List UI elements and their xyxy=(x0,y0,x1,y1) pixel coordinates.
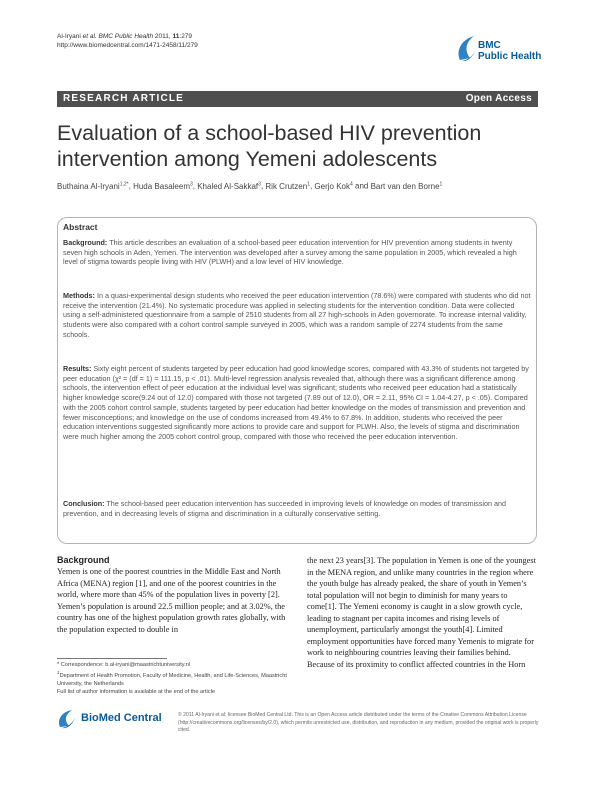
article-type-banner xyxy=(57,91,538,107)
author: Bart van den Borne$^1$ xyxy=(370,181,443,191)
author: Buthaina Al-Iryani$^{1,2*}$ xyxy=(57,181,129,191)
abstract-conclusion: Conclusion: The school-based peer education intervention has succeeded in improving levels of knowledge on modes of transmission and prevention, and in decreasing levels of stigma and discrimination in a culturally conservative setting. xyxy=(63,499,506,518)
author: Huda Basaleem$^3$ xyxy=(133,181,193,191)
abstract-label: Results: xyxy=(63,364,92,373)
affiliation-note: $^1$Department of Health Promotion, Faculty of Medicine, Health, and Life-Sciences, Maastricht University, the Netherlands xyxy=(57,670,287,687)
body-paragraph: Yemen is one of the poorest countries in the Middle East and North Africa (MENA) region [1], and one of the poorest countries in the world, where more than 45% of the population lives in poverty [2]. Yemen’s population is around 22.5 million people; and at 3.02%, the country has one of the highest population growth rates globally, with the population expected to double in xyxy=(57,567,286,634)
citation-etal: et al. xyxy=(82,33,97,40)
open-access-label: Open Access xyxy=(465,93,532,104)
abstract-methods: Methods: In a quasi-experimental design students who received the peer education intervention (78.6%) were compared with students who did not receive the intervention (21.4%). No systematic procedure was applied in selecting students for the intervention condition. Data were collected using a self-administered questionnaire from a sample of 2510 students from all 27 high-schools in Aden governorate. To increase internal validity, students were also compared with a cohort control sample surveyed in 2005, which was a random sample of 2274 students from the same schools. xyxy=(63,291,531,339)
author: Khaled Al-Sakkaf$^3$ xyxy=(197,181,261,191)
citation-journal: BMC Public Health xyxy=(96,33,154,40)
author: Rik Crutzen$^1$ xyxy=(265,181,310,191)
author-info-note: Full list of author information is available at the end of the article xyxy=(57,688,215,695)
body-paragraph: the next 23 years[3]. The population in Yemen is one of the youngest in the MENA region, and unlike many countries in the region where the youth bulge has already peaked, the share of youth in Yemen’s total population will not begin to diminish for many years to come[1]. The Yemeni economy is caught in a slow growth cycle, leading to stagnant per capita incomes and rising levels of unemployment, particularly amongst the youth[4]. Limited employment opportunities have forced many Yemenis to migrate for work to neighbouring countries leaving their families behind. Because of its proximity to conflict affected countries in the Horn xyxy=(307,556,536,669)
license-text: © 2011 Al-Iryani et al; licensee BioMed Central Ltd. This is an Open Access article distributed under the terms of the Creative Commons Attribution License (http://creativecommons.org/licenses/by/2.0), which permits unrestricted use, distribution, and reproduction in any medium, provided the original work is properly cited. xyxy=(178,712,539,733)
footnotes xyxy=(57,661,287,696)
logo-line-bmc: BMC xyxy=(478,40,501,51)
journal-logo[interactable] xyxy=(456,34,546,66)
publisher-logo-text: BioMed Central xyxy=(81,712,162,724)
citation-page: :279 xyxy=(179,33,193,40)
article-title: Evaluation of a school-based HIV prevention intervention among Yemeni adolescents xyxy=(57,121,482,171)
logo-line-journal: Public Health xyxy=(478,51,542,62)
biomed-swirl-icon xyxy=(57,708,79,730)
citation-year: 2011, xyxy=(153,33,173,40)
citation-volume: 11 xyxy=(172,33,180,40)
footnote-divider xyxy=(57,658,167,659)
author: Gerjo Kok$^4$ xyxy=(314,181,353,191)
journal-logo-text xyxy=(478,40,541,62)
citation-header xyxy=(57,32,198,50)
body-right-column xyxy=(307,555,537,670)
author-list: Buthaina Al-Iryani$^{1,2*}$, Huda Basaleem$^3$, Khaled Al-Sakkaf$^3$, Rik Crutzen$^1$, Gerjo Kok$^4$ and Bart van den Borne$^1$ xyxy=(57,181,443,191)
article-type: RESEARCH ARTICLE xyxy=(63,93,185,104)
bmc-swirl-icon xyxy=(456,34,478,64)
body-left-column xyxy=(57,555,287,635)
abstract-label: Methods: xyxy=(63,291,95,300)
abstract-results: Results: Sixty eight percent of students targeted by peer education had good knowledge scores, compared with 43.3% of students not targeted by peer education (χ² = (df = 1) = 111.15, p < .01). Multi-level regression analysis revealed that, although there was a significant difference among schools, the intervention effect of peer education at the individual level was significant; students who received peer education had a statistically higher knowledge score(9.24 out of 12.0) compared with those not targeted (7.89 out of 12.0), OR = 2.11, 95% CI = 1.04-4.27, p < .05). Compared with the 2005 cohort control sample, students targeted by peer education had better knowledge on the modes of transmission and prevention and fewer misconceptions; and knowledge on the use of condoms increased from 49.4% to 67.8%. In addition, students who received the peer education interventions suggested significantly more actions to provide care and support for PLWH. Also, the levels of stigma and discrimination were much higher among the 2005 cohort control group, compared with those who received the peer education intervention. xyxy=(63,364,529,441)
article-url[interactable]: http://www.biomedcentral.com/1471-2458/11/279 xyxy=(57,42,198,49)
citation-line xyxy=(57,32,198,41)
section-heading: Background xyxy=(57,555,110,565)
abstract-background: Background: This article describes an evaluation of a school-based peer education intervention for HIV prevention among students in twenty seven high schools in Aden, Yemen. The intervention was developed after a survey among the same population in 2005, which revealed a high level of stigma towards people living with HIV (PLWH) and a low level of HIV knowledge. xyxy=(63,238,517,267)
correspondence-note[interactable]: * Correspondence: b.al-iryani@maastrichtuniversity.nl xyxy=(57,662,191,668)
abstract-heading: Abstract xyxy=(63,222,98,232)
abstract-label: Background: xyxy=(63,238,108,247)
publisher-logo[interactable] xyxy=(57,708,177,730)
abstract-label: Conclusion: xyxy=(63,499,105,508)
citation-authors: Al-Iryani xyxy=(57,33,83,40)
